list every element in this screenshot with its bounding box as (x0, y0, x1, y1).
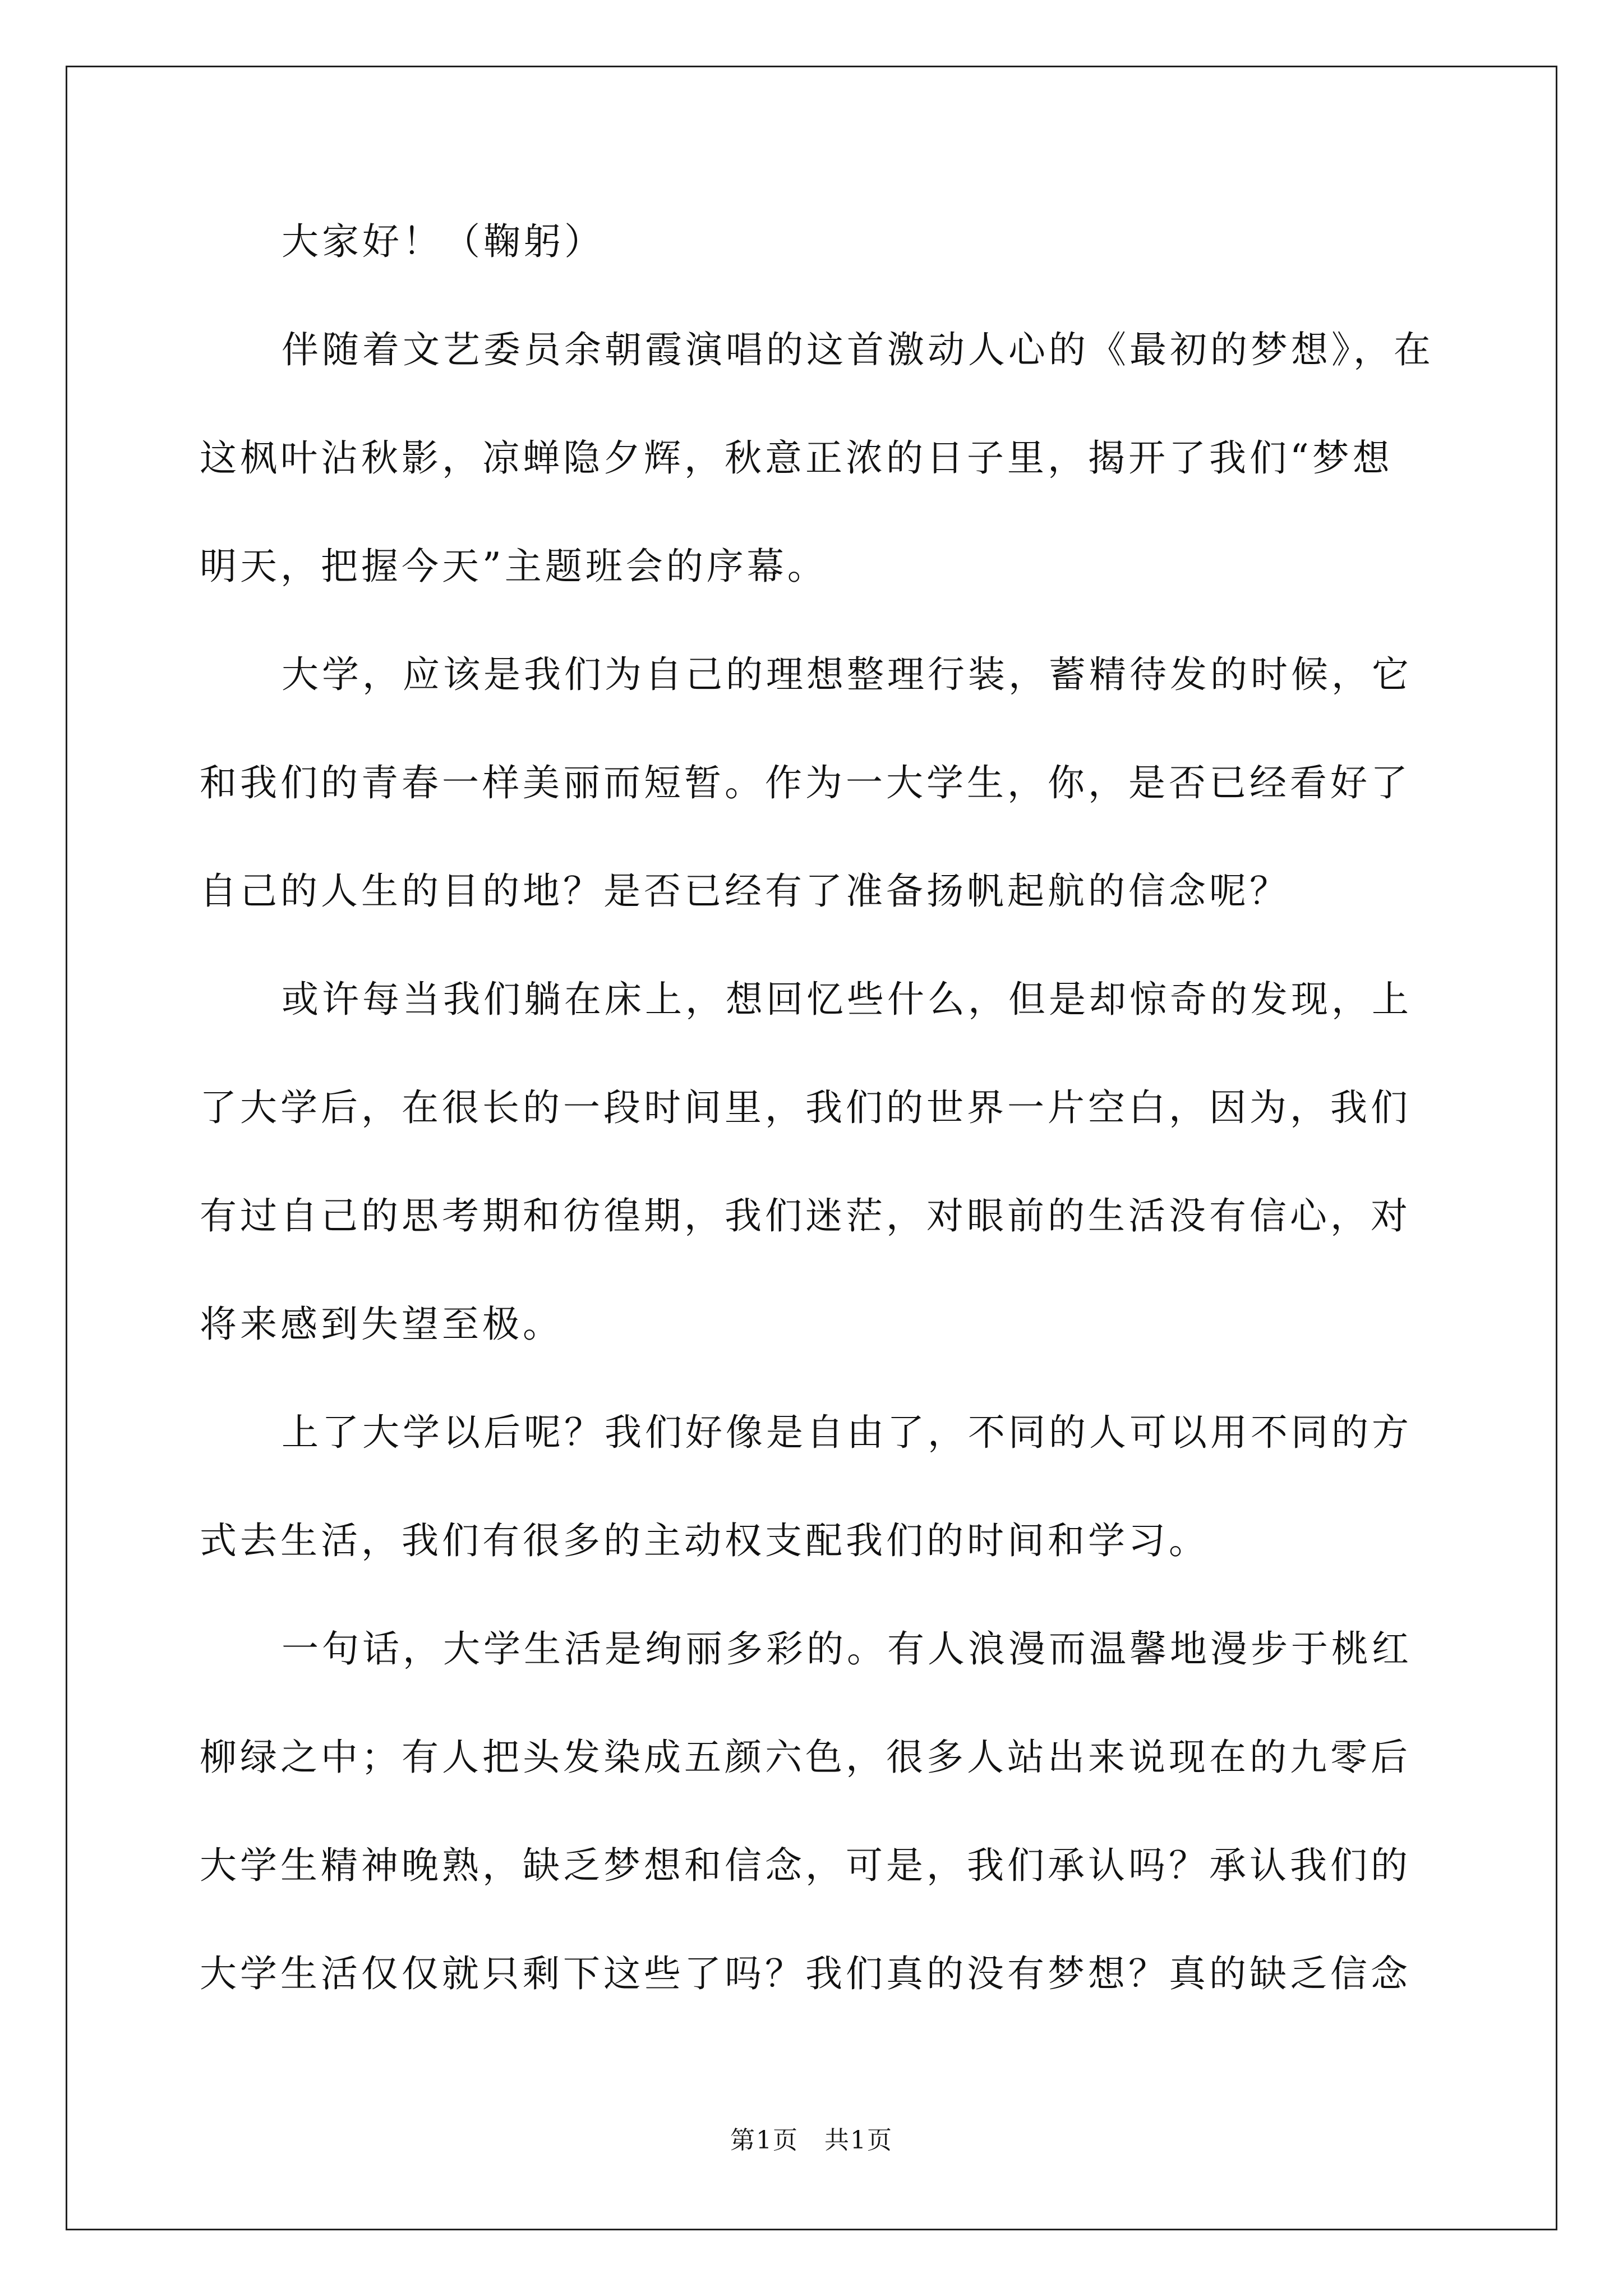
paragraph-college-life (200, 1623, 1427, 2000)
paragraph-university (200, 649, 1427, 917)
paragraph-line: 一句话，大学生活是绚丽多彩的。有人浪漫而温馨地漫步于桃红 (282, 1627, 1412, 1671)
paragraph-line: 伴随着文艺委员余朝霞演唱的这首激动人心的《最初的梦想》，在 (282, 328, 1434, 371)
paragraph-line: 明天，把握今天”主题班会的序幕。 (200, 545, 828, 588)
paragraph-greeting (200, 216, 1427, 268)
paragraph-line: 上了大学以后呢？我们好像是自由了，不同的人可以用不同的方 (282, 1411, 1412, 1454)
document-body (200, 216, 1434, 2000)
paragraph-line: 这枫叶沾秋影，凉蝉隐夕辉，秋意正浓的日子里，揭开了我们“梦想 (200, 436, 1393, 480)
paragraph-line: 式去生活，我们有很多的主动权支配我们的时间和学习。 (200, 1519, 1209, 1562)
paragraph-line: 大家好！（鞠躬） (282, 220, 605, 263)
paragraph-line: 柳绿之中；有人把头发染成五颜六色，很多人站出来说现在的九零后 (200, 1736, 1411, 1779)
paragraph-line: 有过自己的思考期和彷徨期，我们迷茫，对眼前的生活没有信心，对 (200, 1194, 1411, 1237)
paragraph-line: 和我们的青春一样美丽而短暂。作为一大学生，你，是否已经看好了 (200, 761, 1411, 804)
paragraph-intro (200, 324, 1434, 592)
paragraph-line: 将来感到失望至极。 (200, 1303, 563, 1346)
paragraph-line: 大学，应该是我们为自己的理想整理行装，蓄精待发的时候，它 (282, 653, 1412, 696)
page-number-footer: 第1页 共1页 (730, 2126, 893, 2155)
paragraph-line: 大学生精神晚熟，缺乏梦想和信念，可是，我们承认吗？承认我们的 (200, 1844, 1411, 1887)
paragraph-reflection (200, 974, 1427, 1350)
paragraph-line: 自己的人生的目的地？是否已经有了准备扬帆起航的信念呢？ (200, 869, 1290, 913)
paragraph-freedom (200, 1407, 1427, 1567)
paragraph-line: 了大学后，在很长的一段时间里，我们的世界一片空白，因为，我们 (200, 1086, 1411, 1129)
paragraph-line: 或许每当我们躺在床上，想回忆些什么，但是却惊奇的发现，上 (282, 978, 1412, 1021)
paragraph-line: 大学生活仅仅就只剩下这些了吗？我们真的没有梦想？真的缺乏信念 (200, 1952, 1411, 1995)
